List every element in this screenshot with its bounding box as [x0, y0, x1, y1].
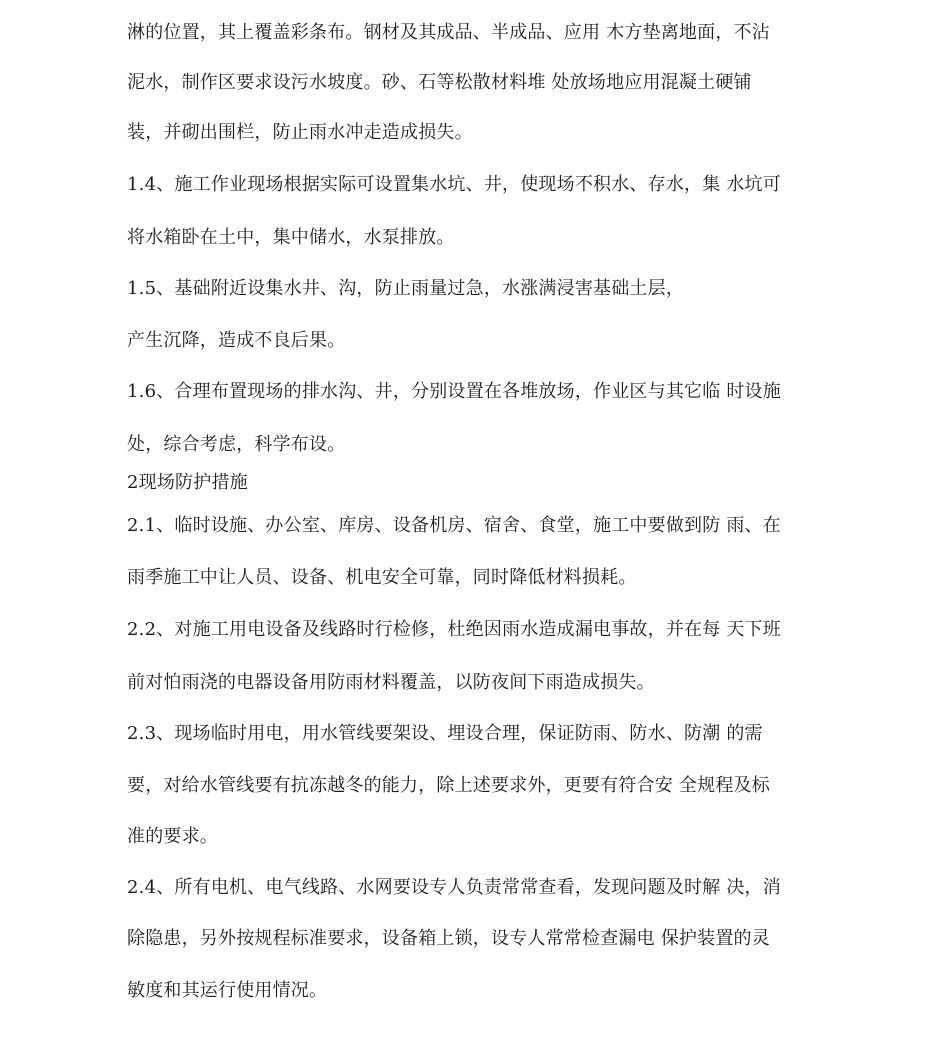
text-line: 装，并砌出围栏，防止雨水冲走造成损失。	[127, 122, 473, 143]
section-heading: 2现场防护措施	[127, 472, 248, 493]
text-line: 将水箱卧在土中，集中储水，水泵排放。	[127, 227, 455, 248]
text-line: 雨季施工中让人员、设备、机电安全可靠，同时降低材料损耗。	[127, 567, 637, 588]
text-line: 淋的位置，其上覆盖彩条布。钢材及其成品、半成品、应用 木方垫离地面，不沾	[127, 22, 770, 43]
text-line: 1.6、合理布置现场的排水沟、井，分别设置在各堆放场，作业区与其它临 时设施	[127, 381, 781, 402]
text-line: 产生沉降，造成不良后果。	[127, 330, 346, 351]
text-line: 2.4、所有电机、电气线路、水网要设专人负责常常查看，发现问题及时解 决，消	[127, 877, 781, 898]
text-line: 2.3、现场临时用电，用水管线要架设、埋设合理，保证防雨、防水、防潮 的需	[127, 723, 763, 744]
text-line: 2.1、临时设施、办公室、库房、设备机房、宿舍、食堂，施工中要做到防 雨、在	[127, 515, 781, 536]
text-line: 2.2、对施工用电设备及线路时行检修，杜绝因雨水造成漏电事故，并在每 天下班	[127, 619, 781, 640]
text-line: 要，对给水管线要有抗冻越冬的能力，除上述要求外，更要有符合安 全规程及标	[127, 775, 770, 796]
text-line: 泥水，制作区要求设污水坡度。砂、石等松散材料堆 处放场地应用混凝土硬铺	[127, 72, 752, 93]
text-line: 除隐患，另外按规程标准要求，设备箱上锁，设专人常常检查漏电 保护装置的灵	[127, 928, 770, 949]
text-line: 敏度和其运行使用情况。	[127, 980, 328, 1001]
text-line: 前对怕雨浇的电器设备用防雨材料覆盖，以防夜间下雨造成损失。	[127, 672, 655, 693]
text-line: 1.5、基础附近设集水井、沟，防止雨量过急，水涨满浸害基础土层，	[127, 278, 685, 299]
text-line: 准的要求。	[127, 826, 218, 847]
text-line: 处，综合考虑，科学布设。	[127, 434, 346, 455]
text-line: 1.4、施工作业现场根据实际可设置集水坑、井，使现场不积水、存水，集 水坑可	[127, 174, 781, 195]
